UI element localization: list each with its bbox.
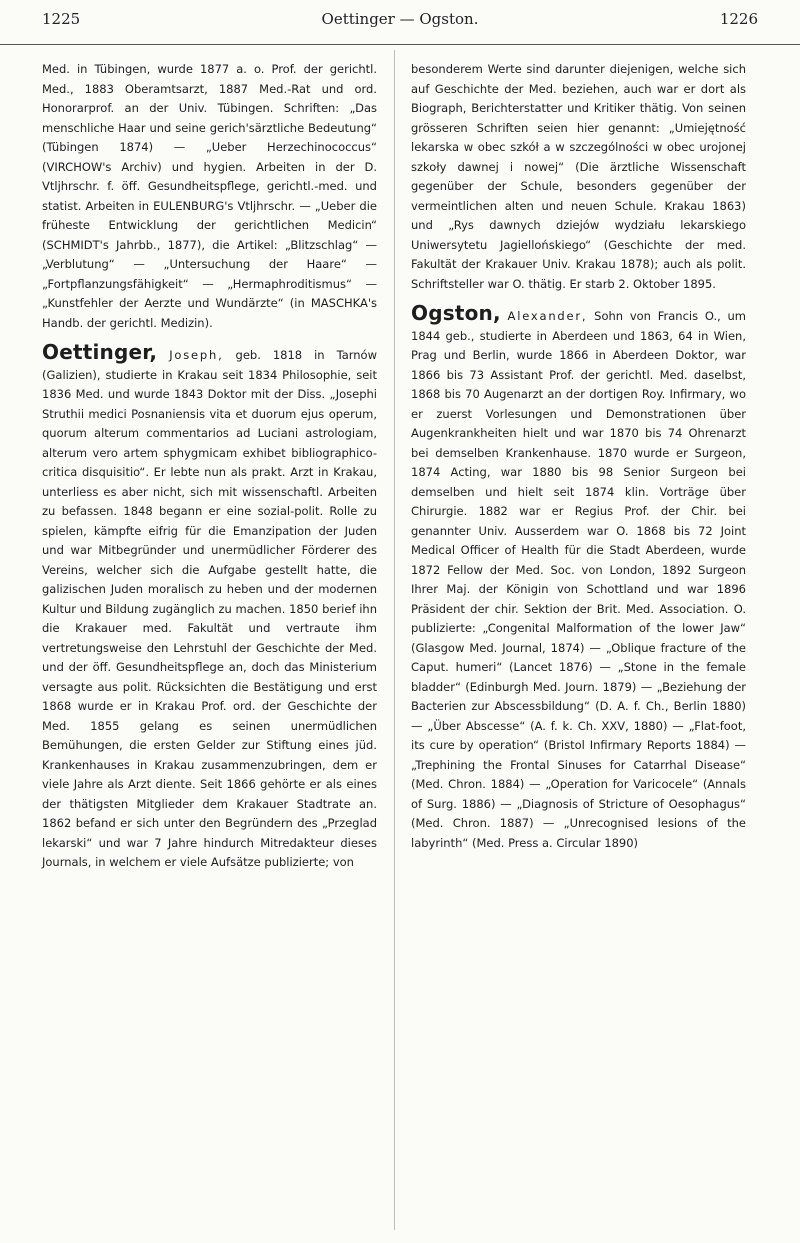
left-column (42, 60, 377, 883)
entry-oettinger (42, 340, 377, 873)
column-divider (394, 50, 395, 1230)
entry-first-name: Alexander, (507, 309, 588, 323)
entry-name: Ogston, (411, 301, 501, 325)
running-title: Oettinger — Ogston. (321, 10, 479, 28)
page-number-left: 1225 (42, 10, 81, 28)
page-number-right: 1226 (719, 10, 758, 28)
entry-continuation-paragraph: Med. in Tübingen, wurde 1877 a. o. Prof. der gerichtl. Med., 1883 Oberamtsarzt, 1887 Med.-Rat und ord. Honorarprof. an der Univ. Tübingen. Schriften: „Das menschliche Haar und seine gerich'särztliche Bedeutung“ (Tübingen 1874) — „Ueber Herzechinococcus“ (VIRCHOW's Archiv) und hygien. Arbeiten in der D. Vtljhrschr. f. öff. Gesundheitspflege, gerichtl.-med. und statist. Arbeiten in EULENBURG's Vtljhrschr. — „Ueber die früheste Entwicklung der gerichtlichen Medicin“ (SCHMIDT's Jahrbb., 1877), die Artikel: „Blitzschlag“ — „Verblutung“ — „Untersuchung der Haare“ — „Fortpflanzungsfähigkeit“ — „Hermaphroditismus“ — „Kunstfehler der Aerzte und Wundärzte“ (in MASCHKA's Handb. der gerichtl. Medizin). (42, 62, 377, 330)
entry-body: geb. 1818 in Tarnów (Galizien), studierte in Krakau seit 1834 Philosophie, seit 1836 Med. und wurde 1843 Doktor mit der Diss. „Josephi Struthii medici Posnaniensis vita et duorum ejus operum, quorum alterum commentarios ad Luciani astrologiam, alterum vero artem sphygmicam exhibet bibliographico-critica disquisitio“. Er lebte nun als prakt. Arzt in Krakau, unterliess es aber nicht, sich mit wissenschaftl. Arbeiten zu befassen. 1848 begann er eine sozial-polit. Rolle zu spielen, kämpfte eifrig für die Emanzipation der Juden und war Mitbegründer und unermüdlicher Förderer des Vereins, welcher sich die Aufgabe gestellt hatte, die galizischen Juden moralisch zu heben und der modernen Kultur und Bildung zugänglich zu machen. 1850 berief ihn die Krakauer med. Fakultät und vertraute ihm vertretungsweise den Lehrstuhl der Geschichte der Med. und der öff. Gesundheitspflege an, doch das Ministerium versagte aus polit. Rücksichten die Bestätigung und erst 1868 wurde er in Krakau Prof. ord. der Geschichte der Med. 1855 gelang es seinen unermüdlichen Bemühungen, die ersten Gelder zur Stiftung eines jüd. Krankenhauses in Krakau zusammenzubringen, dem er viele Jahre als Arzt diente. Seit 1866 gehörte er als eines der thätigsten Mitglieder dem Krakauer Stadtrate an. 1862 befand er sich unter den Begründern des „Przeglad lekarski“ und war 7 Jahre hindurch Mitredakteur dieses Journals, in welchem er viele Aufsätze publizierte; von (42, 348, 377, 869)
entry-first-name: Joseph, (169, 348, 224, 362)
entry-continuation-paragraph: besonderem Werte sind darunter diejenigen, welche sich auf Geschichte der Med. beziehen, auch war er dort als Biograph, Berichterstatter und Kritiker thätig. Von seinen grösseren Schriften seien hier genannt: „Umiejętność lekarska w obec szkół a w szczególności w obec urojonej szkoły dawnej i nowej“ (Die ärztliche Wissenschaft gegenüber der Schule, besonders gegenüber der vermeintlichen alten und neuen Schule. Krakau 1863) und „Rys dawnych dziejów wydziału lekarskiego Uniwersytetu Jagiellońskiego“ (Geschichte der med. Fakultät der Krakauer Univ. Krakau 1878); auch als polit. Schriftsteller war O. thätig. Er starb 2. Oktober 1895. (411, 62, 746, 291)
entry-ogston (411, 301, 747, 853)
running-header (0, 0, 800, 45)
entry-name: Oettinger, (42, 340, 158, 364)
right-column (411, 60, 746, 863)
entry-body: Sohn von Francis O., um 1844 geb., studierte in Aberdeen und 1863, 64 in Wien, Prag und Berlin, wurde 1866 in Aberdeen Doktor, war 1866 bis 73 Assistant Prof. der gerichtl. Med. daselbst, 1868 bis 70 Augenarzt an der dortigen Roy. Infirmary, wo er zuerst Vorlesungen und Demonstrationen über Augenkrankheiten hielt und war 1870 bis 74 Ohrenarzt bei demselben Krankenhause. 1870 wurde er Surgeon, 1874 Acting, war 1880 bis 98 Senior Surgeon bei demselben und hielt seit 1874 klin. Vorträge über Chirurgie. 1882 war er Regius Prof. der Chir. bei genannter Univ. Ausserdem war O. 1868 bis 72 Joint Medical Officer of Health für die Stadt Aberdeen, wurde 1872 Fellow der Med. Soc. von London, 1892 Surgeon Ihrer Maj. der Königin von Schottland und war 1896 Präsident der chir. Sektion der Brit. Med. Association. O. publizierte: „Congenital Malformation of the lower Jaw“ (Glasgow Med. Journal, 1874) — „Oblique fracture of the Caput. humeri“ (Lancet 1876) — „Stone in the female bladder“ (Edinburgh Med. Journ. 1879) — „Beziehung der Bacterien zur Abscessbildung“ (D. A. f. Ch., Berlin 1880) — „Über Abscesse“ (A. f. k. Ch. XXV, 1880) — „Flat-foot, its cure by operation“ (Bristol Infirmary Reports 1884) — „Trephining the Frontal Sinuses for Catarrhal Disease“ (Med. Chron. 1884) — „Operation for Varicocele“ (Annals of Surg. 1886) — „Diagnosis of Stricture of Oesophagus“ (Med. Chron. 1887) — „Unrecognised lesions of the labyrinth“ (Med. Press a. Circular 1890) (411, 309, 747, 850)
